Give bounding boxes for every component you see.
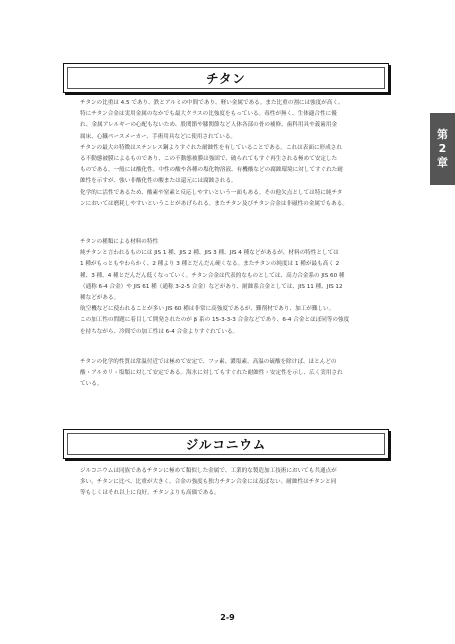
- subheading: チタンの種類による材料の特性: [80, 239, 159, 245]
- text-line: 純チタンと言われるものには JIS 1 種、JIS 2 種、JIS 3 種、JIS 4 種などがあるが、材料の特性としては: [80, 250, 339, 257]
- text-line: 種などがある。: [80, 295, 120, 302]
- paragraph: [80, 237, 397, 338]
- chapter-tab-prefix: 第: [437, 128, 448, 141]
- section-title: チタン: [206, 71, 246, 86]
- page-number: 2-9: [220, 613, 235, 622]
- text-line: チタンの比重は 4.5 であり、鉄とアルミの中間であり、軽い金属である。また比重の割には強度が高く、: [80, 100, 344, 106]
- text-line: ものである。一般には酸化性、中性の酸や各種の塩化物溶液、有機酸などの腐蝕環境に対してすぐれた耐: [80, 167, 343, 174]
- text-line: チタンの化学的性質は常温付近では極めて安定で、フッ素、濃塩素、高温の硫酸を除けば、ほとんどの: [80, 359, 337, 365]
- section-heading-zirconium: [63, 429, 389, 459]
- text-line: ている。: [80, 381, 103, 388]
- section-title: ジルコニウム: [185, 437, 267, 452]
- paragraph: [80, 466, 397, 500]
- chapter-tab: [430, 113, 455, 185]
- text-line: 酸・アルカリ・塩類に対して安定である。海水に対してもすぐれた耐蝕性・安定性を示し、広く実用され: [80, 370, 343, 377]
- text-line: る不動態被膜によるものであり、この不動態被膜は強固で、破られてもすぐ再生される極めて安定した: [80, 156, 338, 163]
- text-line: ンにおいては磨耗しやすいということがあげられる。またチタン及びチタン合金は非磁性の金属でもある。: [80, 200, 348, 207]
- text-line: 航空機などに使われることが多い JIS 60 種は非常に高強度であるが、難削材であり、加工が難しい。: [80, 306, 335, 313]
- chapter-tab-number: 2: [438, 142, 447, 155]
- chapter-tab-suffix: 章: [437, 156, 448, 169]
- text-line: 等もしくはそれ以上に良好。チタンよりも高価である。: [80, 490, 220, 497]
- text-line: 属床、心臓ペースメーカー、手術用具などに使用されている。: [80, 133, 237, 140]
- text-line: 特にチタン合金は実用金属のなかでも最大クラスの比強度をもっている。毒性が無く、生体適合性に優: [80, 111, 337, 118]
- text-line: ジルコニウムは同族であるチタンに極めて類似した金属で、工業的な製造加工技術においても共通点が: [80, 468, 337, 474]
- text-line: 化学的に活性であるため、酸素や窒素と反応しやすいという一面もある。その他欠点としては特に純チタ: [80, 189, 343, 196]
- paragraph: [80, 98, 397, 210]
- paragraph: [80, 357, 397, 391]
- text-line: （通称 6-4 合金）や JIS 61 種（通称 3-2-5 合金）などがあり、耐蝕系合金としては、JIS 11 種、JIS 12: [80, 283, 343, 290]
- text-line: この加工性の問題に着目して開発されたのが β 系の 15-3-3-3 合金などであり、6-4 合金とほぼ同等の強度: [80, 317, 350, 324]
- text-line: 1 種がもっともやわらかく、2 種より 3 種とだんだん硬くなる。またチタンの純度は 1 種が最も高く 2: [80, 261, 340, 268]
- text-line: 種、3 種、4 種とだんだん低くなっていく。チタン合金は代表的なものとしては、高力合金系の JIS 60 種: [80, 272, 345, 279]
- text-line: 多い。チタンに比べ、比重が大きく、合金の強度も独力チタン合金には及ばない。耐蝕性はチタンと同: [80, 479, 337, 486]
- section-heading-titanium: [63, 63, 389, 93]
- text-line: れ、金属アレルギーの心配もないため、股関節や膝関節など人体各部の骨の補修、歯科用具や義歯用金: [80, 122, 338, 129]
- text-line: を持ちながら、冷間での加工性は 6-4 合金よりすぐれている。: [80, 328, 239, 335]
- text-line: チタンの最大の特徴はステンレス鋼よりすぐれた耐蝕性を有していることである。これは表面に形成され: [80, 144, 342, 151]
- text-line: 蝕性を示すが、強い非酸化性の酸または還元には腐蝕される。: [80, 178, 237, 185]
